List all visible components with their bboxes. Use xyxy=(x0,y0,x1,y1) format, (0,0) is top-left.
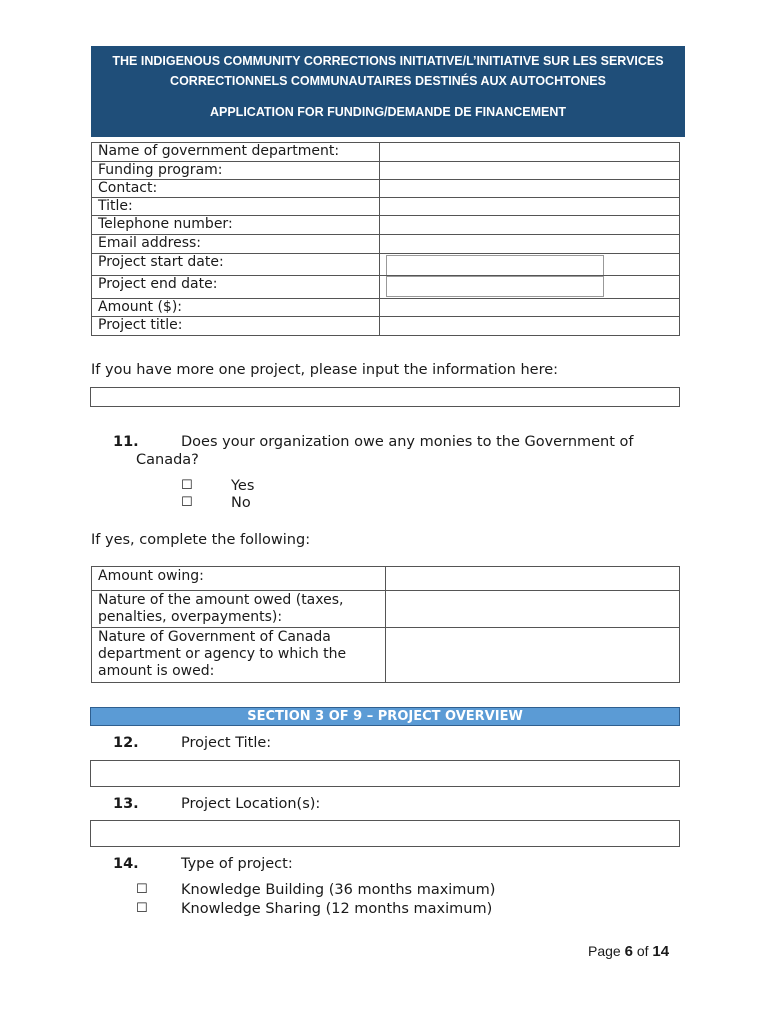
label-project-end-date: Project end date: xyxy=(91,275,380,299)
input-funding-program[interactable] xyxy=(379,161,680,180)
label-email-address: Email address: xyxy=(91,234,380,254)
page-current: 6 xyxy=(624,943,633,960)
q11-no-label: No xyxy=(231,495,251,511)
label-amount-owing: Amount owing: xyxy=(91,566,386,591)
label-project-title: Project title: xyxy=(91,316,380,336)
input-telephone-number[interactable] xyxy=(379,215,680,235)
header-title-line-2: CORRECTIONNELS COMMUNAUTAIRES DESTINÉS AUX AUTOCHTONES xyxy=(170,74,606,88)
input-nature-of-amount[interactable] xyxy=(385,590,680,628)
q12-number: 12. xyxy=(113,735,139,751)
label-funding-program: Funding program: xyxy=(91,161,380,180)
label-nature-of-department xyxy=(91,627,386,683)
q11-question-line-2: Canada? xyxy=(136,452,199,468)
section-header-project-overview: SECTION 3 OF 9 – PROJECT OVERVIEW xyxy=(90,707,680,726)
nature-dept-line-1: Nature of Government of Canada xyxy=(98,629,331,645)
project-title-input[interactable] xyxy=(90,760,680,787)
input-amount-owing[interactable] xyxy=(385,566,680,591)
nature-dept-line-2: department or agency to which the xyxy=(98,646,347,662)
label-project-start-date: Project start date: xyxy=(91,253,380,276)
q11-yes-label: Yes xyxy=(231,478,255,494)
q11-no-checkbox[interactable]: ☐ xyxy=(181,495,193,510)
nature-amount-line-1: Nature of the amount owed (taxes, xyxy=(98,592,344,608)
nature-dept-line-3: amount is owed: xyxy=(98,663,215,679)
input-contact[interactable] xyxy=(379,179,680,198)
input-email-address[interactable] xyxy=(379,234,680,254)
if-yes-instruction: If yes, complete the following: xyxy=(91,532,311,548)
nature-amount-line-2: penalties, overpayments): xyxy=(98,609,283,625)
label-telephone-number: Telephone number: xyxy=(91,215,380,235)
label-government-department: Name of government department: xyxy=(91,142,380,162)
header-title-line-1: THE INDIGENOUS COMMUNITY CORRECTIONS INITIATIVE/L’INITIATIVE SUR LES SERVICES xyxy=(112,54,664,68)
q11-number: 11. xyxy=(113,434,139,450)
q14-number: 14. xyxy=(113,856,139,872)
more-projects-input[interactable] xyxy=(90,387,680,407)
label-nature-of-amount xyxy=(91,590,386,628)
input-project-start-date[interactable] xyxy=(386,255,604,276)
label-contact: Contact: xyxy=(91,179,380,198)
q13-label: Project Location(s): xyxy=(181,796,321,812)
input-government-department[interactable] xyxy=(379,142,680,162)
page-of-label: of xyxy=(636,943,649,959)
input-project-end-date[interactable] xyxy=(386,276,604,297)
label-amount: Amount ($): xyxy=(91,298,380,317)
form-header-banner xyxy=(91,46,685,137)
knowledge-building-label: Knowledge Building (36 months maximum) xyxy=(181,882,496,898)
q11-yes-checkbox[interactable]: ☐ xyxy=(181,478,193,493)
q14-label: Type of project: xyxy=(181,856,293,872)
project-location-input[interactable] xyxy=(90,820,680,847)
knowledge-building-checkbox[interactable]: ☐ xyxy=(136,882,148,897)
more-projects-instruction: If you have more one project, please input the information here: xyxy=(91,362,559,378)
input-title[interactable] xyxy=(379,197,680,216)
page-label: Page xyxy=(588,943,621,959)
label-title: Title: xyxy=(91,197,380,216)
knowledge-sharing-checkbox[interactable]: ☐ xyxy=(136,901,148,916)
input-nature-of-department[interactable] xyxy=(385,627,680,683)
q12-label: Project Title: xyxy=(181,735,272,751)
q13-number: 13. xyxy=(113,796,139,812)
knowledge-sharing-label: Knowledge Sharing (12 months maximum) xyxy=(181,901,493,917)
input-amount[interactable] xyxy=(379,298,680,317)
page-number xyxy=(588,943,669,960)
page-total: 14 xyxy=(652,943,670,960)
header-subtitle: APPLICATION FOR FUNDING/DEMANDE DE FINANCEMENT xyxy=(209,105,566,119)
q11-question-line-1: Does your organization owe any monies to the Government of xyxy=(181,434,634,450)
input-project-title[interactable] xyxy=(379,316,680,336)
